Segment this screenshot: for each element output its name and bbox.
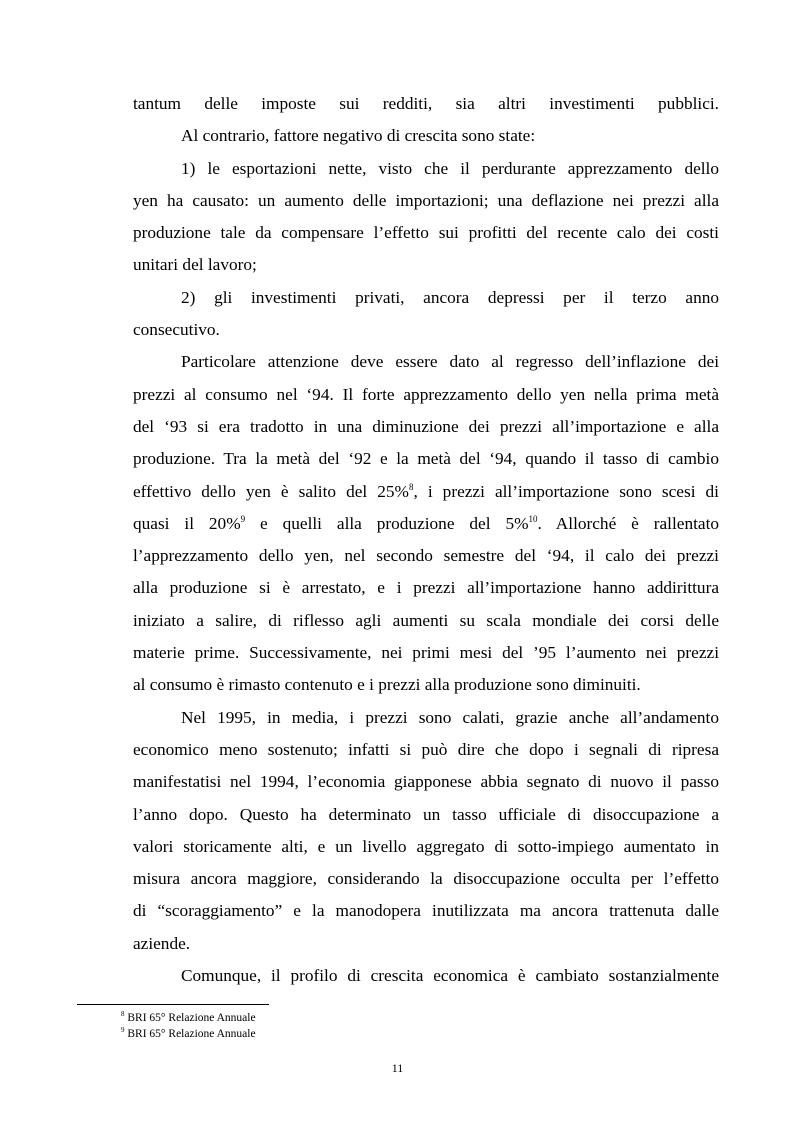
text-line: aziende.	[133, 933, 191, 953]
text-segment: quasi il 20%	[133, 513, 241, 533]
text-line: alla produzione si è arrestato, e i prezzi all’importazione hanno addirittura	[133, 578, 719, 598]
text-line: consecutivo.	[133, 320, 220, 340]
text-line: yen ha causato: un aumento delle importazioni; una deflazione nei prezzi alla	[133, 190, 719, 210]
footnote-ref: 10	[528, 513, 538, 524]
footnote-text: BRI 65° Relazione Annuale	[127, 1012, 256, 1024]
text-line: Particolare attenzione deve essere dato al regresso dell’inflazione dei	[181, 352, 719, 372]
page-number: 11	[391, 1061, 404, 1075]
text-line: prezzi al consumo nel ‘94. Il forte apprezzamento dello yen nella prima metà	[133, 384, 719, 404]
text-line: manifestatisi nel 1994, l’economia giapponese abbia segnato di nuovo il passo	[133, 772, 719, 792]
text-line: 1) le esportazioni nette, visto che il perdurante apprezzamento dello	[181, 158, 719, 178]
footnote-ref: 9	[240, 513, 246, 524]
text-line: 2) gli investimenti privati, ancora depressi per il terzo anno	[181, 287, 719, 307]
text-line	[133, 508, 719, 540]
text-line	[133, 476, 719, 508]
body-text	[133, 88, 719, 992]
text-line: al consumo è rimasto contenuto e i prezzi alla produzione sono diminuiti.	[133, 675, 641, 695]
text-line: produzione tale da compensare l’effetto sui profitti del recente calo dei costi	[133, 223, 719, 243]
text-line: misura ancora maggiore, considerando la disoccupazione occulta per l’effetto	[133, 869, 719, 889]
footnote	[121, 1010, 256, 1026]
footnote-number: 9	[121, 1026, 125, 1034]
text-line: tantum delle imposte sui redditi, sia altri investimenti pubblici.	[133, 94, 719, 113]
text-line: Comunque, il profilo di crescita economica è cambiato sostanzialmente	[181, 966, 719, 986]
text-line: Al contrario, fattore negativo di crescita sono state:	[181, 126, 536, 146]
text-line: l’anno dopo. Questo ha determinato un tasso ufficiale di disoccupazione a	[133, 804, 719, 824]
text-segment: effettivo dello yen è salito del 25%	[133, 481, 409, 501]
text-segment: . Allorché è rallentato	[537, 513, 720, 533]
text-line: di “scoraggiamento” e la manodopera inutilizzata ma ancora trattenuta dalle	[133, 901, 719, 921]
text-segment: e quelli alla produzione del 5%	[245, 513, 529, 533]
footnote-ref: 8	[408, 481, 414, 492]
text-line: valori storicamente alti, e un livello aggregato di sotto-impiego aumentato in	[133, 836, 719, 856]
text-line: del ‘93 si era tradotto in una diminuzione dei prezzi all’importazione e alla	[133, 416, 719, 436]
text-line: economico meno sostenuto; infatti si può dire che dopo i segnali di ripresa	[133, 739, 719, 759]
text-line: unitari del lavoro;	[133, 255, 257, 275]
footnote-number: 8	[121, 1010, 125, 1018]
footnote-text: BRI 65° Relazione Annuale	[127, 1028, 256, 1040]
footnotes	[121, 1010, 256, 1042]
text-segment: , i prezzi all’importazione sono scesi di	[413, 481, 719, 501]
text-line: produzione. Tra la metà del ‘92 e la metà del ‘94, quando il tasso di cambio	[133, 449, 719, 469]
text-line: l’apprezzamento dello yen, nel secondo semestre del ‘94, il calo dei prezzi	[133, 546, 719, 566]
text-line: iniziato a salire, di riflesso agli aumenti su scala mondiale dei corsi delle	[133, 610, 719, 630]
footnote	[121, 1026, 256, 1042]
footnote-separator	[77, 1004, 269, 1005]
text-line: materie prime. Successivamente, nei primi mesi del ’95 l’aumento nei prezzi	[133, 643, 719, 663]
text-line: Nel 1995, in media, i prezzi sono calati, grazie anche all’andamento	[181, 707, 719, 727]
